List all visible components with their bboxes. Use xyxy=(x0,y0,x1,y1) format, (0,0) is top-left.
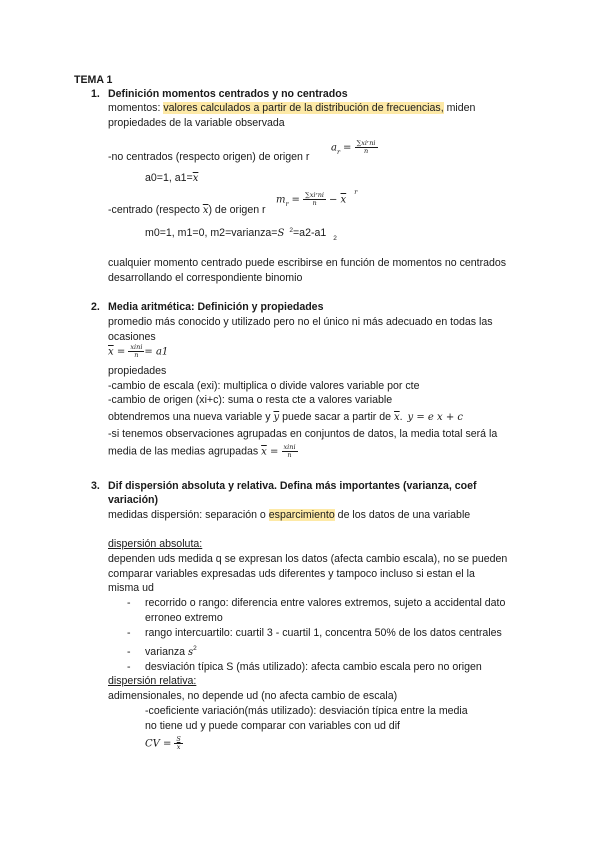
equals: = xyxy=(343,142,355,154)
values-text: m0=1, m1=0, m2=varianza= xyxy=(145,227,278,239)
absolute-line-3: misma ud xyxy=(108,582,154,594)
section-2-p1: promedio más conocido y utilizado pero no el único ni más adecuado en todas las xyxy=(108,316,493,328)
section-2-number: 2. xyxy=(91,301,100,313)
centered-text xyxy=(108,203,266,218)
formula-subscript: r xyxy=(336,148,341,157)
formula-fraction: $\frac{S}{x}$ xyxy=(176,735,181,751)
section-3-heading-2: variación) xyxy=(108,494,159,506)
bullet-range: recorrido o rango: diferencia entre valores extremos, sujeto a accidental dato xyxy=(145,597,506,609)
formula-fraction: $\frac{\text{∑xiʳni}}{n}$ xyxy=(305,191,325,207)
relative-dispersion-title: dispersión relativa: xyxy=(108,675,197,687)
section-1-note1: cualquier momento centrado puede escribirse en función de momentos no centrados xyxy=(108,257,507,269)
non-centered-values xyxy=(145,171,198,186)
absolute-line-2: comparar variables expresadas uds diferentes y tampoco incluso si estan el la xyxy=(108,568,475,580)
equals: = xyxy=(266,446,282,458)
s-symbol: S xyxy=(277,228,285,239)
equals: = xyxy=(291,194,304,206)
property-3: obtendremos una nueva variable y $\overline{y}$ puede sacar a partir de $\overline{x}$. y = e x + c xyxy=(108,411,464,423)
section-2-heading: Media aritmética: Definición y propiedades xyxy=(108,301,324,313)
highlighted-word: esparcimiento xyxy=(268,509,335,521)
transform-formula: y = e x + c xyxy=(407,412,464,423)
document-title: TEMA 1 xyxy=(74,74,113,86)
formula-rhs: = a1 xyxy=(144,346,169,358)
bullet-variance xyxy=(145,645,197,661)
bullet-marker: - xyxy=(127,627,131,639)
x-bar: $\overline{x}$ xyxy=(340,194,347,206)
absolute-line-1: dependen uds medida q se expresan los datos (afecta cambio escala), no se pueden xyxy=(108,553,508,565)
cv-lhs: CV = xyxy=(145,738,172,750)
formula-lhs: m xyxy=(276,194,286,206)
y-bar: $\overline{y}$ xyxy=(273,412,280,423)
s-superscript: 2 xyxy=(289,227,293,234)
minus: − xyxy=(328,194,341,206)
property-4: -si tenemos observaciones agrupadas en conjuntos de datos, la media total será la xyxy=(108,428,498,440)
formula-superscript: r xyxy=(354,188,358,197)
section-1-heading: Definición momentos centrados y no centrados xyxy=(108,88,348,100)
centered-text-a: -centrado (respecto xyxy=(108,204,203,216)
x-bar: $\overline{x}$ xyxy=(394,412,400,423)
highlighted-phrase: valores calculados a partir de la distribución de frecuencias, xyxy=(163,102,444,114)
intro-pre: medidas dispersión: separación o xyxy=(108,509,266,521)
property-3-b: puede sacar a partir de xyxy=(282,411,392,423)
centered-text-b: ) de origen r xyxy=(208,204,266,216)
bullet-marker: - xyxy=(127,661,131,673)
property-1: -cambio de escala (exi): multiplica o divide valores variable por cte xyxy=(108,380,420,392)
property-3-a: obtendremos una nueva variable y xyxy=(108,411,271,423)
relative-line-2: -coeficiente variación(más utilizado): desviación típica entre la media xyxy=(145,705,468,717)
centered-formula xyxy=(276,188,358,209)
mean-formula xyxy=(108,344,168,359)
line1-post: miden xyxy=(443,102,476,114)
x-bar: $\overline{x}$ xyxy=(192,173,199,184)
formula-fraction: $\frac{\text{∑xiʳni}}{n}$ xyxy=(356,139,376,155)
section-3-number: 3. xyxy=(91,480,100,492)
property-5 xyxy=(108,444,298,459)
section-1-line1 xyxy=(108,101,475,115)
property-2: -cambio de origen (xi+c): suma o resta cte a valores variable xyxy=(108,394,393,406)
bullet-iqr: rango intercuartilo: cuartil 3 - cuartil 1, concentra 50% de los datos centrales xyxy=(145,627,502,639)
x-bar: $\overline{x}$ xyxy=(202,205,209,216)
values-text: a0=1, a1= xyxy=(145,172,193,184)
a1-superscript: 2 xyxy=(333,235,337,242)
properties-label: propiedades xyxy=(108,365,167,377)
non-centered-formula xyxy=(331,140,378,155)
x-bar: $\overline{x}$ xyxy=(261,446,267,458)
centered-values xyxy=(145,226,337,242)
formula-lhs: a xyxy=(331,142,337,154)
variance-superscript: 2 xyxy=(193,645,197,652)
non-centered-text: -no centrados (respecto origen) de origen r xyxy=(108,151,310,163)
intro-post: de los datos de una variable xyxy=(334,509,471,521)
formula-fraction: $\frac{\text{xini}}{n}$ xyxy=(283,443,296,459)
variance-symbol: s xyxy=(188,647,194,658)
cv-formula xyxy=(145,736,183,751)
variance-label: varianza xyxy=(145,646,186,658)
bullet-range-cont: erroneo extremo xyxy=(145,612,223,624)
values-post: =a2-a1 xyxy=(292,227,327,239)
x-bar: $\overline{x}$ xyxy=(108,346,114,358)
line1-pre: momentos: xyxy=(108,102,161,114)
bullet-marker: - xyxy=(127,646,131,658)
relative-line-3: no tiene ud y puede comparar con variables con ud dif xyxy=(145,720,401,732)
relative-line-1: adimensionales, no depende ud (no afecta cambio de escala) xyxy=(108,690,398,702)
section-1-line2: propiedades de la variable observada xyxy=(108,117,285,129)
formula-subscript: r xyxy=(285,200,289,209)
section-2-p2: ocasiones xyxy=(108,331,156,343)
bullet-stddev: desviación típica S (más utilizado): afecta cambio escala pero no origen xyxy=(145,661,482,673)
section-3-intro xyxy=(108,508,470,522)
section-1-number: 1. xyxy=(91,88,100,100)
section-3-heading-1: Dif dispersión absoluta y relativa. Defina más importantes (varianza, coef xyxy=(108,480,477,492)
formula-fraction: $\frac{\text{xini}}{n}$ xyxy=(130,343,143,359)
absolute-dispersion-title: dispersión absoluta: xyxy=(108,538,203,550)
property-5-text: media de las medias agrupadas xyxy=(108,445,259,458)
equals: = xyxy=(113,346,129,358)
bullet-marker: - xyxy=(127,597,131,609)
section-1-note2: desarrollando el correspondiente binomio xyxy=(108,272,303,284)
